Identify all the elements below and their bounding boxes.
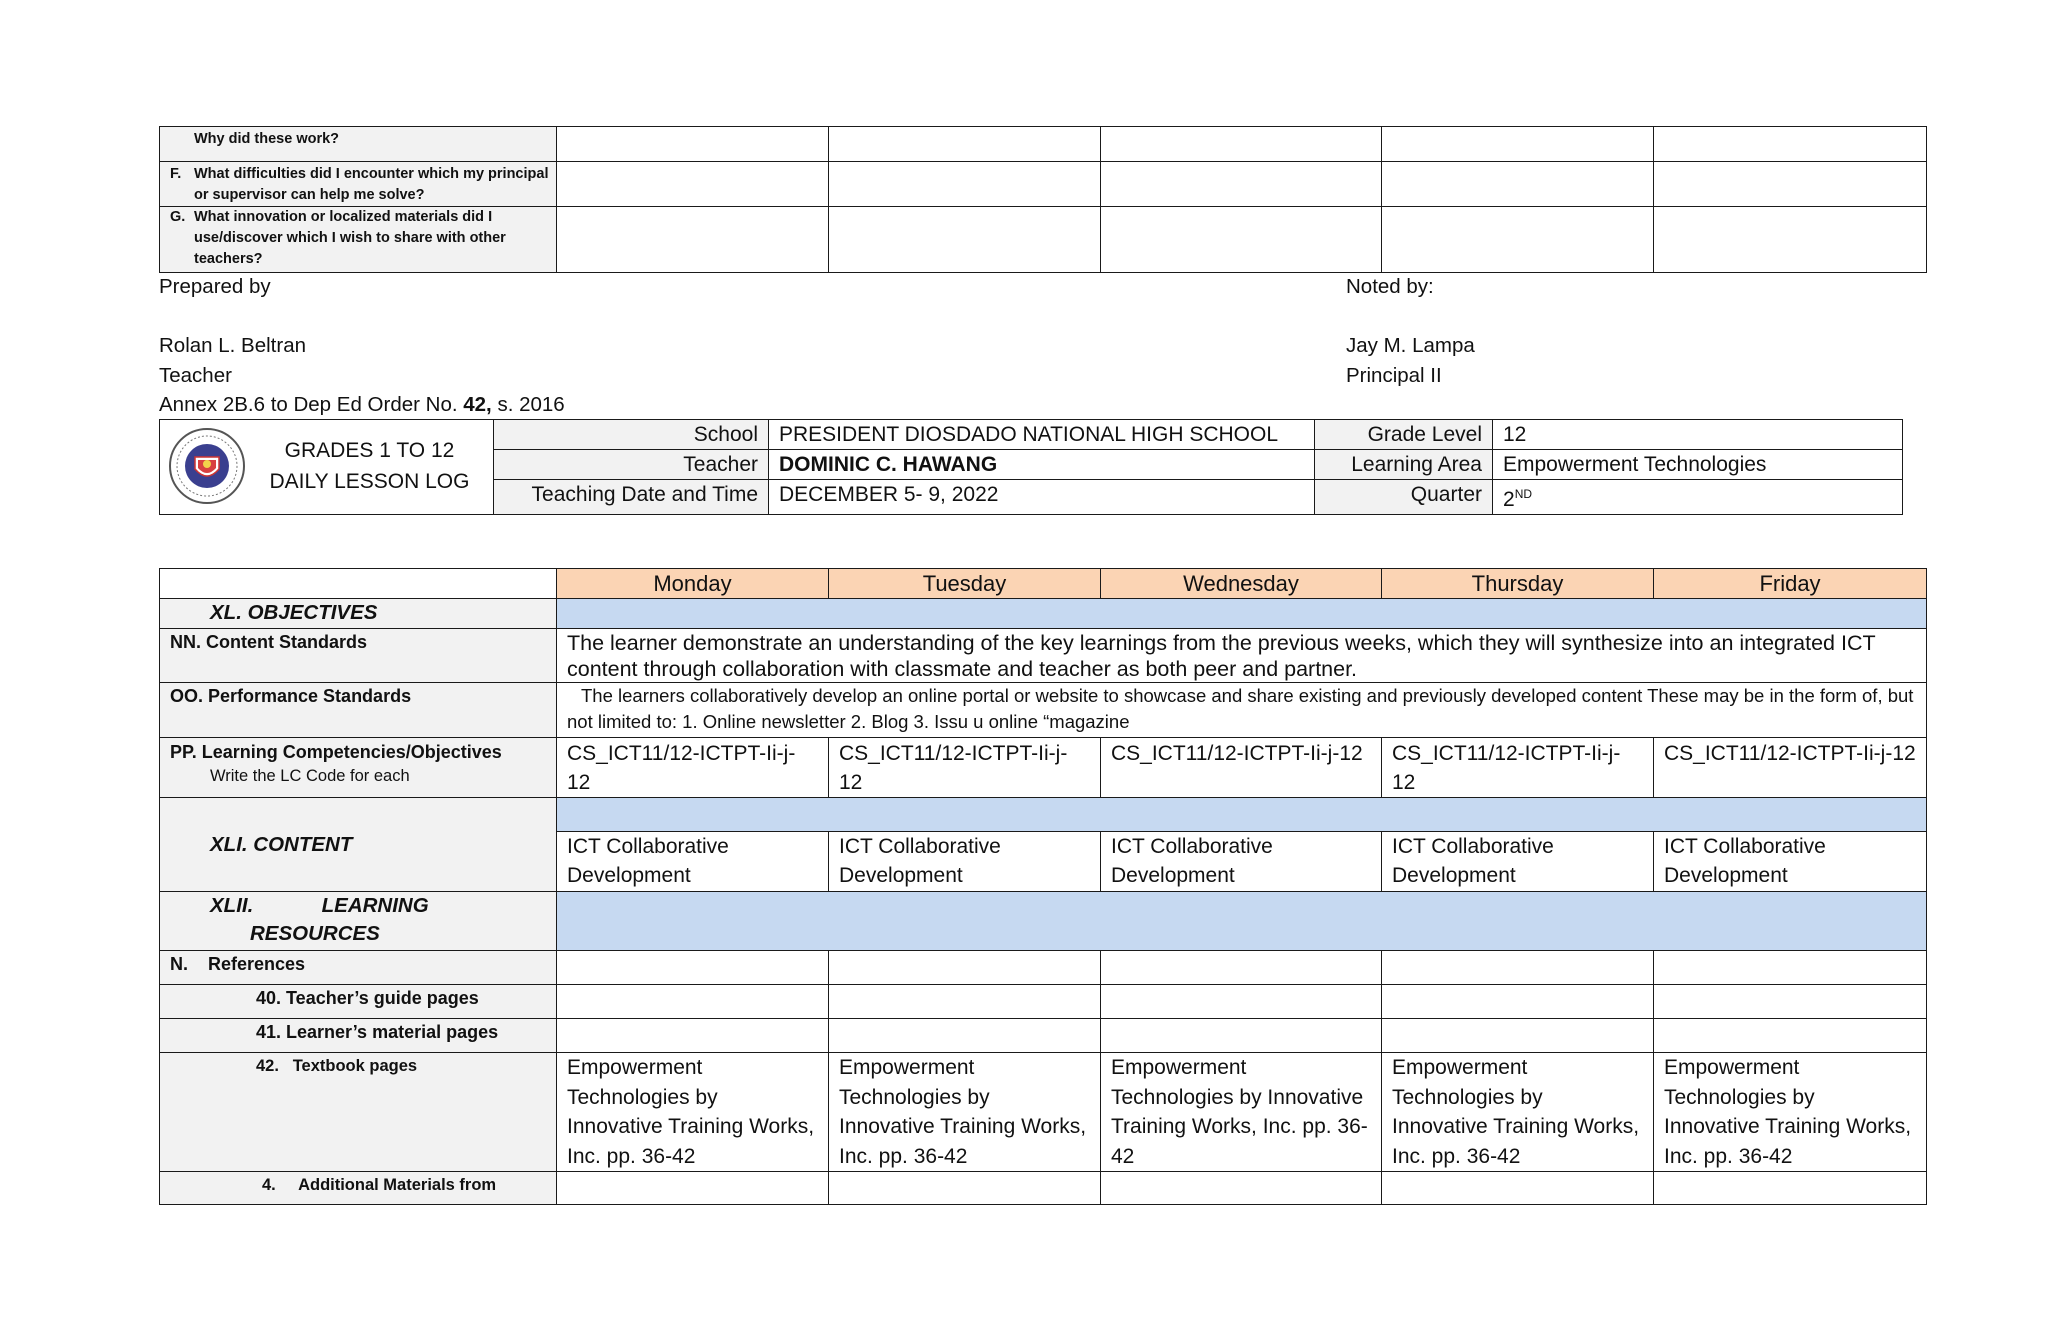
learners-material-cell[interactable] [1654, 1019, 1927, 1053]
corner-cell [160, 569, 557, 599]
content-thursday[interactable]: ICT Collaborative Development [1382, 832, 1654, 892]
day-header-wednesday: Wednesday [1101, 569, 1382, 599]
learners-material-cell[interactable] [1101, 1019, 1382, 1053]
answer-cell[interactable] [829, 162, 1101, 207]
answer-cell[interactable] [829, 127, 1101, 162]
table-row [160, 629, 1927, 683]
prepared-by-label: Prepared by [159, 275, 271, 298]
competency-monday[interactable]: CS_ICT11/12-ICTPT-Ii-j-12 [557, 738, 829, 798]
table-row [160, 569, 1927, 599]
table-row [160, 1172, 1927, 1205]
textbook-tuesday[interactable]: Empowerment Technologies by Innovative Training Works, Inc. pp. 36-42 [829, 1053, 1101, 1172]
grade-level-value[interactable]: 12 [1493, 420, 1903, 450]
additional-materials-label: 4. Additional Materials from [160, 1172, 557, 1205]
question-text: What difficulties did I encounter which my principal or supervisor can help me solve? [194, 166, 549, 203]
teacher-label: Teacher [494, 450, 769, 480]
answer-cell[interactable] [1101, 127, 1382, 162]
table-row [160, 798, 1927, 832]
references-cell[interactable] [557, 951, 829, 985]
answer-cell[interactable] [1654, 127, 1927, 162]
content-standards-text[interactable]: The learner demonstrate an understanding of the key learnings from the previous weeks, which they will synthesize into an integrated ICT content through collaboration with classmate and teacher as both peer and partner. [557, 629, 1927, 683]
additional-materials-cell[interactable] [829, 1172, 1101, 1205]
objectives-heading: XL. OBJECTIVES [160, 599, 557, 629]
day-header-thursday: Thursday [1382, 569, 1654, 599]
school-label: School [494, 420, 769, 450]
answer-cell[interactable] [1382, 127, 1654, 162]
additional-materials-cell[interactable] [1382, 1172, 1654, 1205]
learning-area-label: Learning Area [1315, 450, 1493, 480]
learning-area-value[interactable]: Empowerment Technologies [1493, 450, 1903, 480]
day-header-friday: Friday [1654, 569, 1927, 599]
prepared-by-name: Rolan L. Beltran [159, 334, 307, 357]
table-row [160, 951, 1927, 985]
content-tuesday[interactable]: ICT Collaborative Development [829, 832, 1101, 892]
textbook-pages-label: 42. Textbook pages [160, 1053, 557, 1172]
teachers-guide-cell[interactable] [829, 985, 1101, 1019]
answer-cell[interactable] [829, 207, 1101, 273]
additional-materials-cell[interactable] [557, 1172, 829, 1205]
competency-wednesday[interactable]: CS_ICT11/12-ICTPT-Ii-j-12 [1101, 738, 1382, 798]
answer-cell[interactable] [557, 207, 829, 273]
noted-by-label: Noted by: [1346, 275, 1434, 298]
question-cell: F. What difficulties did I encounter which my principal or supervisor can help me solve? [160, 162, 557, 207]
quarter-value[interactable]: 2ND [1493, 480, 1903, 515]
textbook-wednesday[interactable]: Empowerment Technologies by Innovative Training Works, Inc. pp. 36-42 [1101, 1053, 1382, 1172]
learners-material-cell[interactable] [829, 1019, 1101, 1053]
answer-cell[interactable] [557, 127, 829, 162]
table-row [160, 599, 1927, 629]
learning-resources-heading: XLII. LEARNING RESOURCES [160, 892, 557, 951]
answer-cell[interactable] [1382, 162, 1654, 207]
content-band [557, 798, 1927, 832]
additional-materials-cell[interactable] [1654, 1172, 1927, 1205]
objectives-band [557, 599, 1927, 629]
content-wednesday[interactable]: ICT Collaborative Development [1101, 832, 1382, 892]
table-row [160, 207, 1927, 273]
answer-cell[interactable] [1101, 162, 1382, 207]
annex-reference: Annex 2B.6 to Dep Ed Order No. 42, s. 2016 [159, 393, 565, 416]
grade-level-label: Grade Level [1315, 420, 1493, 450]
content-heading: XLI. CONTENT [160, 798, 557, 892]
noted-by-title: Principal II [1346, 364, 1442, 387]
deped-seal-icon [168, 427, 246, 505]
prepared-by-title: Teacher [159, 364, 232, 387]
learners-material-cell[interactable] [557, 1019, 829, 1053]
table-row [160, 420, 1903, 450]
table-row [160, 1053, 1927, 1172]
teacher-value[interactable]: DOMINIC C. HAWANG [769, 450, 1315, 480]
table-row [160, 738, 1927, 798]
answer-cell[interactable] [1382, 207, 1654, 273]
day-header-monday: Monday [557, 569, 829, 599]
table-row [160, 1019, 1927, 1053]
grades-title: GRADES 1 TO 12 DAILY LESSON LOG [269, 439, 470, 493]
learning-resources-band [557, 892, 1927, 951]
textbook-thursday[interactable]: Empowerment Technologies by Innovative Training Works, Inc. pp. 36-42 [1382, 1053, 1654, 1172]
lc-code-hint: Write the LC Code for each [210, 767, 410, 785]
content-friday[interactable]: ICT Collaborative Development [1654, 832, 1927, 892]
lesson-header-table [159, 419, 1903, 515]
question-cell: G. What innovation or localized materials did I use/discover which I wish to share with other teachers? [160, 207, 557, 273]
teachers-guide-label: 40. Teacher’s guide pages [160, 985, 557, 1019]
question-cell [160, 127, 557, 162]
content-monday[interactable]: ICT Collaborative Development [557, 832, 829, 892]
learners-material-label: 41. Learner’s material pages [160, 1019, 557, 1053]
noted-by-name: Jay M. Lampa [1346, 334, 1475, 357]
question-text: Why did these work? [194, 131, 340, 147]
table-row [160, 162, 1927, 207]
additional-materials-cell[interactable] [1101, 1172, 1382, 1205]
school-value[interactable]: PRESIDENT DIOSDADO NATIONAL HIGH SCHOOL [769, 420, 1315, 450]
learners-material-cell[interactable] [1382, 1019, 1654, 1053]
textbook-monday[interactable]: Empowerment Technologies by Innovative Training Works, Inc. pp. 36-42 [557, 1053, 829, 1172]
day-header-tuesday: Tuesday [829, 569, 1101, 599]
header-logo-cell [160, 420, 494, 515]
table-row [160, 985, 1927, 1019]
teachers-guide-cell[interactable] [1101, 985, 1382, 1019]
table-row [160, 892, 1927, 951]
answer-cell[interactable] [1101, 207, 1382, 273]
quarter-label: Quarter [1315, 480, 1493, 515]
references-cell[interactable] [829, 951, 1101, 985]
answer-cell[interactable] [1654, 207, 1927, 273]
reflection-table [159, 126, 1927, 273]
answer-cell[interactable] [557, 162, 829, 207]
teaching-date-value[interactable]: DECEMBER 5- 9, 2022 [769, 480, 1315, 515]
competency-thursday[interactable]: CS_ICT11/12-ICTPT-Ii-j-12 [1382, 738, 1654, 798]
performance-standards-label: OO. Performance Standards [160, 683, 557, 738]
teachers-guide-cell[interactable] [557, 985, 829, 1019]
question-text: What innovation or localized materials did I use/discover which I wish to share with other teachers? [194, 209, 506, 267]
teaching-date-label: Teaching Date and Time [494, 480, 769, 515]
learning-competencies-label: PP. Learning Competencies/Objectives Write the LC Code for each [160, 738, 557, 798]
daily-lesson-log-table [159, 568, 1927, 1205]
references-cell[interactable] [1654, 951, 1927, 985]
teachers-guide-cell[interactable] [1654, 985, 1927, 1019]
competency-tuesday[interactable]: CS_ICT11/12-ICTPT-Ii-j-12 [829, 738, 1101, 798]
teachers-guide-cell[interactable] [1382, 985, 1654, 1019]
table-row [160, 127, 1927, 162]
references-cell[interactable] [1382, 951, 1654, 985]
references-cell[interactable] [1101, 951, 1382, 985]
competency-friday[interactable]: CS_ICT11/12-ICTPT-Ii-j-12 [1654, 738, 1927, 798]
textbook-friday[interactable]: Empowerment Technologies by Innovative Training Works, Inc. pp. 36-42 [1654, 1053, 1927, 1172]
performance-standards-text[interactable]: The learners collaboratively develop an online portal or website to showcase and share existing and previously developed content These may be in the form of, but not limited to: 1. Online newsletter 2. Blog 3. Issu u online “magazine [557, 683, 1927, 738]
answer-cell[interactable] [1654, 162, 1927, 207]
references-label: N. References [160, 951, 557, 985]
content-standards-label: NN. Content Standards [160, 629, 557, 683]
table-row [160, 683, 1927, 738]
